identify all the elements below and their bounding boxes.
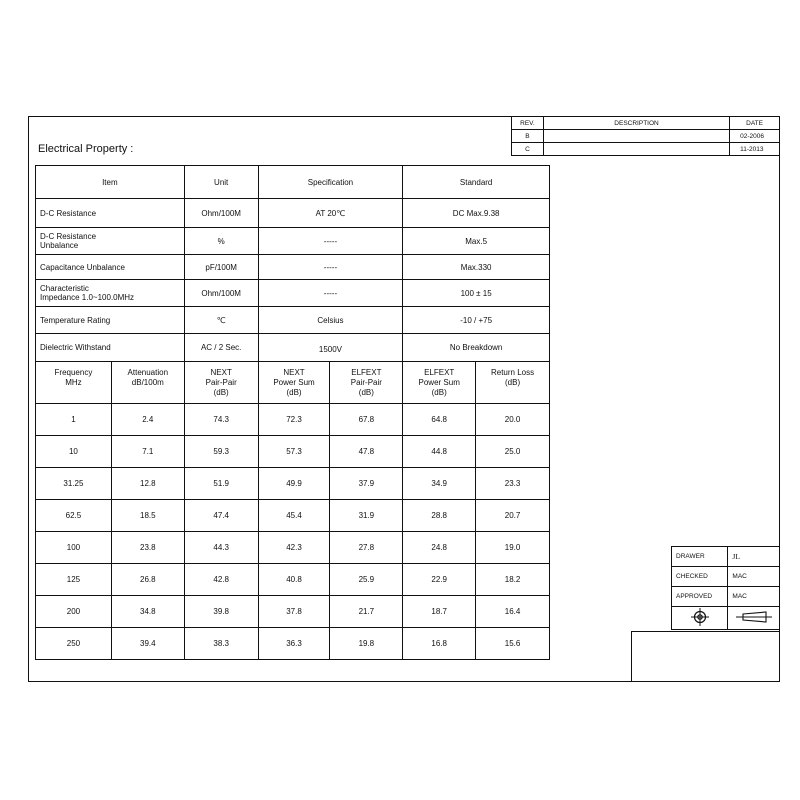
next-pair-pair-cell: 59.3 (184, 436, 258, 468)
unit-header: Unit (184, 166, 258, 199)
table-row (36, 404, 550, 436)
title-block (671, 546, 780, 630)
drawer-label: DRAWER (672, 547, 728, 567)
specification-cell: 1500V (258, 334, 403, 362)
specification-cell: ----- (258, 255, 403, 280)
elfext-pair-pair-header: ELFEXT Pair-Pair (dB) (330, 362, 403, 404)
return-loss-cell: 20.0 (476, 404, 550, 436)
attenuation-cell: 12.8 (111, 468, 184, 500)
attenuation-cell: 26.8 (111, 564, 184, 596)
unit-cell: ℃ (184, 307, 258, 334)
projection-cell (672, 607, 728, 630)
elfext-pair-pair-cell: 47.8 (330, 436, 403, 468)
electrical-spec-table (35, 165, 550, 660)
description-header: DESCRIPTION (543, 117, 729, 130)
next-pair-pair-cell: 74.3 (184, 404, 258, 436)
frequency-cell: 10 (36, 436, 112, 468)
next-power-sum-cell: 42.3 (258, 532, 330, 564)
frequency-header: Frequency MHz (36, 362, 112, 404)
rev-cell: C (512, 143, 544, 156)
return-loss-cell: 20.7 (476, 500, 550, 532)
elfext-power-sum-cell: 18.7 (403, 596, 476, 628)
taper-symbol-icon (734, 609, 774, 625)
title-block-blank-cell (631, 631, 780, 682)
approved-value: MAC (728, 587, 780, 607)
next-pair-pair-cell: 44.3 (184, 532, 258, 564)
table-row (36, 596, 550, 628)
attenuation-header: Attenuation dB/100m (111, 362, 184, 404)
performance-header-row (36, 362, 550, 404)
taper-cell (728, 607, 780, 630)
item-cell: D-C Resistance (36, 199, 185, 228)
standard-header: Standard (403, 166, 550, 199)
section-title: Electrical Property : (38, 143, 134, 155)
item-cell: Temperature Rating (36, 307, 185, 334)
next-pair-pair-header: NEXT Pair-Pair (dB) (184, 362, 258, 404)
unit-cell: Ohm/100M (184, 199, 258, 228)
elfext-power-sum-cell: 22.9 (403, 564, 476, 596)
date-header: DATE (730, 117, 780, 130)
elfext-pair-pair-cell: 27.8 (330, 532, 403, 564)
next-pair-pair-cell: 51.9 (184, 468, 258, 500)
item-cell: Characteristic Impedance 1.0~100.0MHz (36, 280, 185, 307)
return-loss-cell: 18.2 (476, 564, 550, 596)
frequency-cell: 200 (36, 596, 112, 628)
standard-cell: Max.330 (403, 255, 550, 280)
return-loss-cell: 16.4 (476, 596, 550, 628)
elfext-pair-pair-cell: 19.8 (330, 628, 403, 660)
unit-cell: Ohm/100M (184, 280, 258, 307)
frequency-cell: 31.25 (36, 468, 112, 500)
next-power-sum-cell: 45.4 (258, 500, 330, 532)
description-cell (543, 130, 729, 143)
elfext-pair-pair-cell: 21.7 (330, 596, 403, 628)
attenuation-cell: 23.8 (111, 532, 184, 564)
standard-cell: 100 ± 15 (403, 280, 550, 307)
return-loss-header: Return Loss (dB) (476, 362, 550, 404)
elfext-pair-pair-cell: 31.9 (330, 500, 403, 532)
elfext-power-sum-cell: 28.8 (403, 500, 476, 532)
next-power-sum-cell: 37.8 (258, 596, 330, 628)
elfext-power-sum-cell: 64.8 (403, 404, 476, 436)
table-row (36, 532, 550, 564)
return-loss-cell: 25.0 (476, 436, 550, 468)
next-pair-pair-cell: 47.4 (184, 500, 258, 532)
table-row (36, 564, 550, 596)
elfext-pair-pair-cell: 25.9 (330, 564, 403, 596)
standard-cell: DC Max.9.38 (403, 199, 550, 228)
rev-header: REV. (512, 117, 544, 130)
attenuation-cell: 7.1 (111, 436, 184, 468)
next-power-sum-cell: 57.3 (258, 436, 330, 468)
standard-cell: -10 / +75 (403, 307, 550, 334)
return-loss-cell: 15.6 (476, 628, 550, 660)
item-cell: Capacitance Unbalance (36, 255, 185, 280)
checked-value: MAC (728, 567, 780, 587)
specification-cell: ----- (258, 280, 403, 307)
projection-symbol-icon (689, 607, 711, 627)
frequency-cell: 62.5 (36, 500, 112, 532)
item-header: Item (36, 166, 185, 199)
unit-cell: % (184, 228, 258, 255)
attenuation-cell: 2.4 (111, 404, 184, 436)
elfext-power-sum-cell: 16.8 (403, 628, 476, 660)
next-pair-pair-cell: 38.3 (184, 628, 258, 660)
attenuation-cell: 18.5 (111, 500, 184, 532)
elfext-power-sum-cell: 34.9 (403, 468, 476, 500)
elfext-power-sum-cell: 24.8 (403, 532, 476, 564)
return-loss-cell: 23.3 (476, 468, 550, 500)
table-row (36, 468, 550, 500)
return-loss-cell: 19.0 (476, 532, 550, 564)
frequency-cell: 100 (36, 532, 112, 564)
next-power-sum-cell: 40.8 (258, 564, 330, 596)
item-cell: Dielectric Withstand (36, 334, 185, 362)
next-pair-pair-cell: 42.8 (184, 564, 258, 596)
date-cell: 11-2013 (730, 143, 780, 156)
attenuation-cell: 34.8 (111, 596, 184, 628)
revision-table (511, 116, 780, 156)
next-power-sum-cell: 49.9 (258, 468, 330, 500)
table-row (36, 500, 550, 532)
checked-label: CHECKED (672, 567, 728, 587)
specification-header: Specification (258, 166, 403, 199)
next-power-sum-header: NEXT Power Sum (dB) (258, 362, 330, 404)
item-cell: D-C Resistance Unbalance (36, 228, 185, 255)
next-pair-pair-cell: 39.8 (184, 596, 258, 628)
table-row (36, 628, 550, 660)
standard-cell: Max.5 (403, 228, 550, 255)
specification-cell: ----- (258, 228, 403, 255)
drawer-value: JL (728, 547, 780, 567)
frequency-cell: 125 (36, 564, 112, 596)
specification-cell: Celsius (258, 307, 403, 334)
table-row (36, 436, 550, 468)
next-power-sum-cell: 72.3 (258, 404, 330, 436)
attenuation-cell: 39.4 (111, 628, 184, 660)
unit-cell: pF/100M (184, 255, 258, 280)
rev-cell: B (512, 130, 544, 143)
specification-cell: AT 20℃ (258, 199, 403, 228)
description-cell (543, 143, 729, 156)
elfext-power-sum-header: ELFEXT Power Sum (dB) (403, 362, 476, 404)
frequency-cell: 1 (36, 404, 112, 436)
next-power-sum-cell: 36.3 (258, 628, 330, 660)
approved-label: APPROVED (672, 587, 728, 607)
elfext-pair-pair-cell: 37.9 (330, 468, 403, 500)
date-cell: 02-2006 (730, 130, 780, 143)
unit-cell: AC / 2 Sec. (184, 334, 258, 362)
elfext-power-sum-cell: 44.8 (403, 436, 476, 468)
standard-cell: No Breakdown (403, 334, 550, 362)
frequency-cell: 250 (36, 628, 112, 660)
elfext-pair-pair-cell: 67.8 (330, 404, 403, 436)
